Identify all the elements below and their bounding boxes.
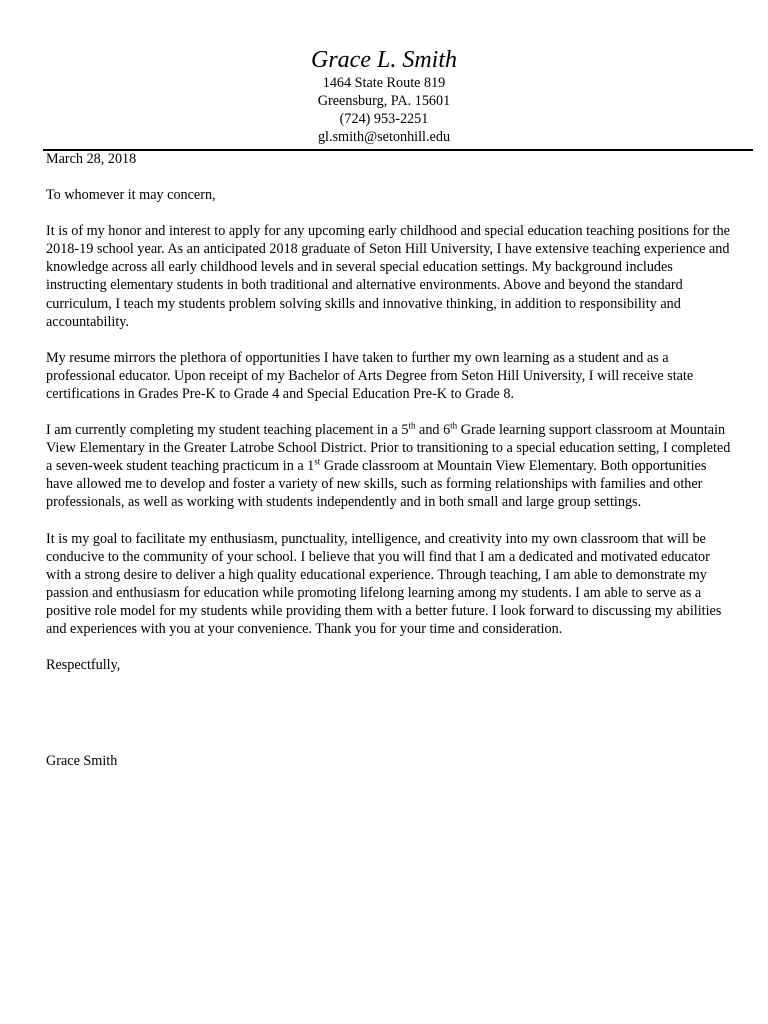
letterhead [0, 46, 768, 146]
paragraph-resume: My resume mirrors the plethora of opportunities I have taken to further my own learning as a student and as a professional educator. Upon receipt of my Bachelor of Arts Degree from Seton Hill University, I will receive state certifications in Grades Pre-K to Grade 4 and Special Education Pre-K to Grade 8. [46, 349, 694, 402]
signature-name: Grace Smith [46, 753, 118, 770]
email-address: gl.smith@setonhill.edu [317, 129, 451, 145]
closing: Respectfully, [46, 657, 121, 674]
p3-text-b: and 6 [415, 422, 451, 439]
p3-text-d: Grade classroom at Mountain View Elementary. Both opportunities have allowed me to develop and foster a variety of new skills, such as forming relationships with families and other professionals, as well as working with students independently and in both small and large group settings. [46, 458, 707, 511]
ordinal-suffix: th [450, 420, 458, 431]
ordinal-suffix: st [314, 456, 321, 467]
street-address: 1464 State Route 819 [322, 75, 446, 91]
letter-body [46, 150, 736, 788]
phone-number: (724) 953-2251 [339, 111, 429, 127]
ordinal-suffix: th [408, 420, 416, 431]
paragraph-goals: It is my goal to facilitate my enthusiasm, punctuality, intelligence, and creativity into my own classroom that will be conducive to the community of your school. I believe that you will find that I am a dedicated and motivated educator with a strong desire to deliver a high quality educational experience. Through teaching, I am able to demonstrate my passion and enthusiasm for education while promoting lifelong learning among my students. I am able to serve as a positive role model for my students while providing them with a better future. I look forward to discussing my abilities and experiences with you at your convenience. Thank you for your time and consideration. [46, 530, 722, 637]
signature-space [46, 692, 736, 752]
salutation: To whomever it may concern, [46, 187, 216, 204]
city-state-zip: Greensburg, PA. 15601 [317, 93, 451, 109]
letter-date: March 28, 2018 [46, 151, 137, 167]
paragraph-student-teaching [46, 421, 736, 511]
paragraph-intro: It is of my honor and interest to apply for any upcoming early childhood and special education teaching positions for the 2018-19 school year. As an anticipated 2018 graduate of Seton Hill University, I have extensive teaching experience and knowledge across all early childhood levels and in several special education settings. My background includes instructing elementary students in both traditional and alternative environments. Above and beyond the standard curriculum, I teach my students problem solving skills and innovative thinking, in addition to responsibility and accountability. [46, 223, 730, 330]
p3-text-a: I am currently completing my student teaching placement in a 5 [46, 422, 409, 439]
p3-text-c: Grade learning support classroom at Mountain View Elementary in the Greater Latrobe School District. Prior to transitioning to a special education setting, I completed a seven-week student teaching practicum in a 1 [46, 422, 731, 475]
author-name: Grace L. Smith [311, 47, 457, 73]
